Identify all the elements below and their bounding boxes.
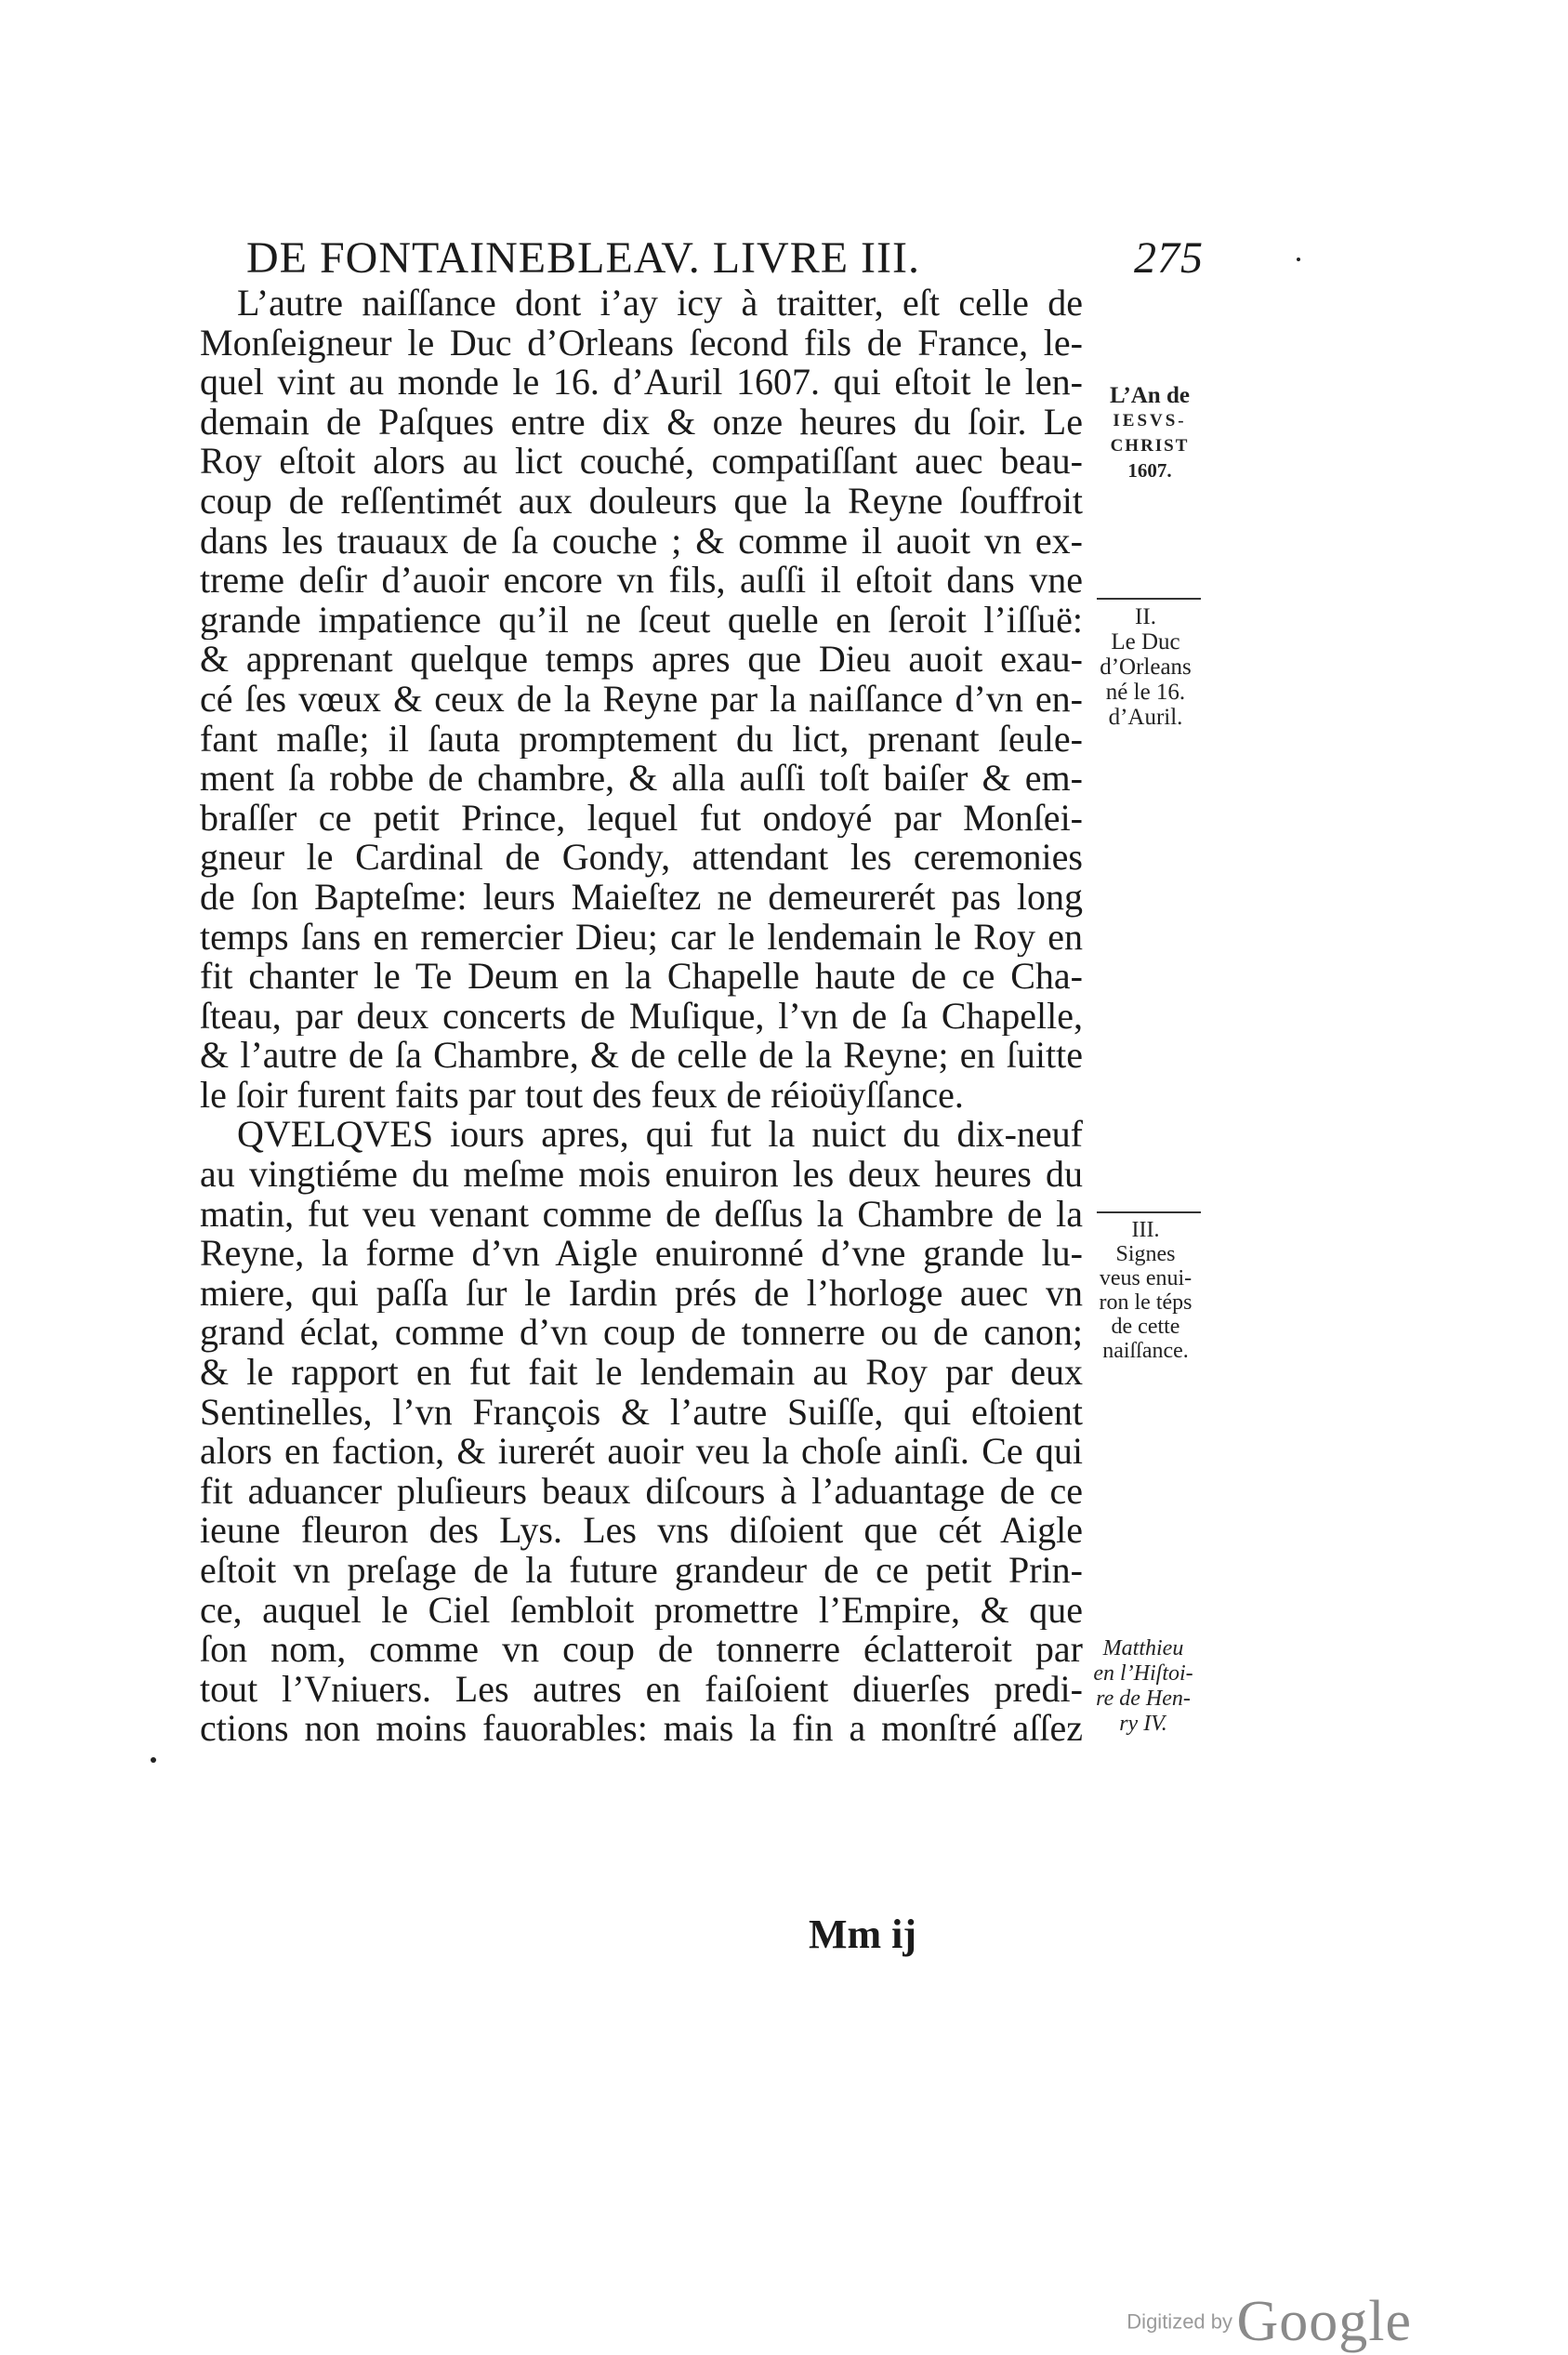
text-line: ſon nom, comme vn coup de tonnerre éclatteroit par [200, 1630, 1083, 1670]
ink-speck [151, 1757, 156, 1763]
page-number: 275 [1134, 233, 1204, 283]
text-line: temps ſans en remercier Dieu; car le lendemain le Roy en [200, 917, 1083, 958]
main-text-block [200, 284, 1083, 1749]
text-line: ce, auquel le Ciel ſembloit promettre l’Empire, & que [200, 1590, 1083, 1631]
margin-note-line: en l’Hiſtoi- [1093, 1661, 1193, 1686]
text-line: Sentinelles, l’vn François & l’autre Suiſſe, qui eſtoient [200, 1392, 1083, 1433]
google-logo: Google [1236, 2290, 1412, 2353]
text-line: fit aduancer pluſieurs beaux diſcours à l’aduantage de ce [200, 1471, 1083, 1512]
margin-note-line: L’An de [1110, 383, 1190, 408]
margin-note-line: re de Hen- [1096, 1687, 1191, 1711]
text-line: cé ſes vœux & ceux de la Reyne par la naiſſance d’vn en- [200, 679, 1083, 720]
margin-note-line: Matthieu [1102, 1636, 1184, 1660]
text-line: tout l’Vniuers. Les autres en faiſoient diuerſes predi- [200, 1669, 1083, 1710]
margin-note-line: III. [1131, 1218, 1160, 1242]
text-line: Roy eſtoit alors au lict couché, compatiſſant auec beau- [200, 442, 1083, 482]
text-line: gneur le Cardinal de Gondy, attendant les ceremonies [200, 838, 1083, 878]
margin-note-line: né le 16. [1105, 680, 1186, 705]
margin-note-signes [1083, 1218, 1208, 1363]
text-line: le ſoir furent faits par tout des feux de réioüyſſance. [200, 1075, 964, 1116]
signature-mark: Mm ij [809, 1912, 917, 1957]
margin-note-line: veus enui- [1099, 1266, 1192, 1290]
margin-note-line: ry IV. [1119, 1712, 1167, 1736]
margin-note-line: de cette [1111, 1315, 1180, 1339]
text-line: L’autre naiſſance dont i’ay icy à traitter, eſt celle de [237, 284, 1083, 324]
text-line: fit chanter le Te Deum en la Chapelle haute de ce Cha- [200, 957, 1083, 997]
text-line: Reyne, la forme d’vn Aigle enuironné d’vne grande lu- [200, 1234, 1083, 1274]
text-line: grande impatience qu’il ne ſceut quelle en ſeroit l’iſſuë: [200, 600, 1083, 641]
margin-note-line: CHRIST [1110, 436, 1190, 456]
text-line: dans les trauaux de ſa couche ; & comme il auoit vn ex- [200, 521, 1083, 562]
digitization-watermark [1127, 2289, 1412, 2353]
text-line: miere, qui paſſa ſur le Iardin prés de l’horloge auec vn [200, 1273, 1083, 1314]
margin-note-line: ron le téps [1099, 1290, 1192, 1315]
margin-rule [1097, 1211, 1201, 1213]
ink-speck [1297, 258, 1300, 261]
text-line: demain de Paſques entre dix & onze heures du ſoir. Le [200, 402, 1083, 443]
text-line: Monſeigneur le Duc d’Orleans ſecond fils de France, le- [200, 323, 1083, 364]
text-line: coup de reſſentimét aux douleurs que la Reyne ſouffroit [200, 481, 1083, 522]
text-line: & le rapport en fut fait le lendemain au Roy par deux [200, 1353, 1083, 1393]
text-line: ſteau, par deux concerts de Muſique, l’vn de ſa Chapelle, [200, 996, 1083, 1037]
text-line: eſtoit vn preſage de la future grandeur de ce petit Prin- [200, 1551, 1083, 1591]
text-line: au vingtiéme du meſme mois enuiron les deux heures du [200, 1155, 1083, 1195]
text-line: ieune fleuron des Lys. Les vns diſoient que cét Aigle [200, 1511, 1083, 1551]
text-line: quel vint au monde le 16. d’Auril 1607. qui eſtoit le len- [200, 363, 1083, 403]
margin-note-line: 1607. [1127, 459, 1172, 482]
text-line: braſſer ce petit Prince, lequel fut ondoyé par Monſei- [200, 798, 1083, 839]
margin-note-line: Signes [1115, 1242, 1176, 1266]
margin-rule [1097, 598, 1201, 600]
text-line: & l’autre de ſa Chambre, & de celle de la Reyne; en ſuitte [200, 1036, 1083, 1076]
text-line: alors en faction, & iurerét auoir veu la choſe ainſi. Ce qui [200, 1432, 1083, 1472]
running-title: DE FONTAINEBLEAV. LIVRE III. [246, 233, 920, 283]
text-line: fant maſle; il ſauta promptement du lict, prenant ſeule- [200, 719, 1083, 760]
margin-note-line: d’Orleans [1100, 655, 1192, 680]
margin-note-matthieu [1078, 1636, 1208, 1737]
text-line: grand éclat, comme d’vn coup de tonnerre ou de canon; [200, 1313, 1083, 1354]
running-header [246, 231, 1204, 286]
margin-note-line: d’Auril. [1108, 705, 1183, 730]
text-line: matin, fut veu venant comme de deſſus la Chambre de la [200, 1194, 1083, 1235]
margin-note-line: IESVS- [1113, 411, 1187, 430]
text-line: treme deſir d’auoir encore vn fils, auſſi il eſtoit dans vne [200, 561, 1083, 601]
text-line: ctions non moins fauorables: mais la fin a monſtré aſſez [200, 1709, 1083, 1749]
text-line: & apprenant quelque temps apres que Dieu auoit exau- [200, 640, 1083, 680]
margin-note-year [1089, 383, 1210, 483]
margin-note-line: II. [1135, 604, 1156, 629]
margin-note-line: Le Duc [1111, 629, 1180, 655]
watermark-prefix: Digitized by [1127, 2309, 1233, 2334]
margin-note-duc-orleans [1087, 604, 1204, 730]
text-line: ment ſa robbe de chambre, & alla auſſi toſt baiſer & em- [200, 759, 1083, 799]
text-line: QVELQVES iours apres, qui fut la nuict du dix-neuf [237, 1115, 1083, 1156]
margin-note-line: naiſſance. [1102, 1339, 1189, 1363]
text-line: de ſon Bapteſme: leurs Maieſtez ne demeurerét pas long [200, 877, 1083, 918]
